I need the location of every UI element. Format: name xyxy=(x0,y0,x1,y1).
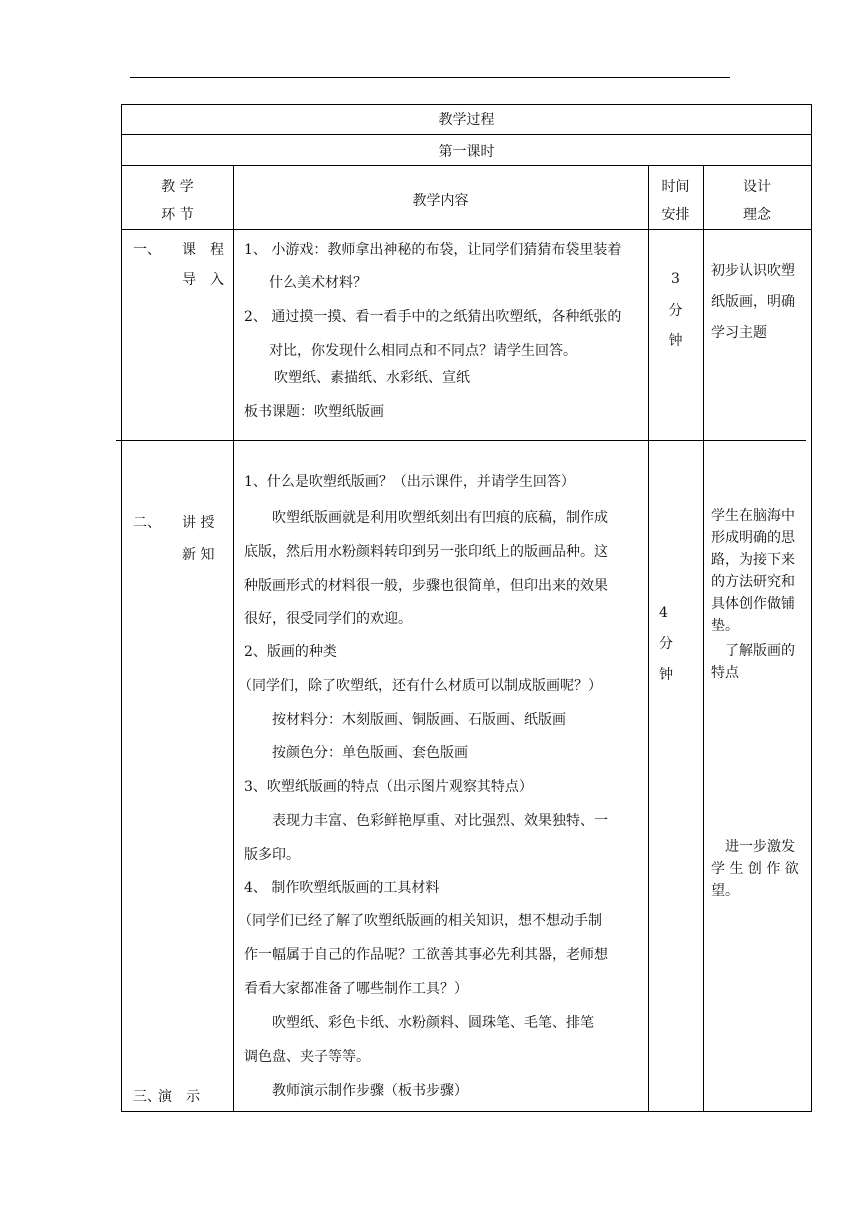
col-stage-label: 教 学 xyxy=(161,179,194,195)
table-rule xyxy=(122,165,811,166)
content-line: 1、什么是吹塑纸版画？（出示课件，并请学生回答） xyxy=(244,474,575,490)
time-value: 分 xyxy=(659,636,673,652)
stage-name: 演 示 xyxy=(158,1089,200,1105)
content-line: 按材料分：木刻版画、铜版画、石版画、纸版画 xyxy=(272,712,566,728)
page-break-rule xyxy=(116,440,806,441)
stage-name: 讲 授 xyxy=(182,515,215,531)
stage-number: 二、 xyxy=(133,515,161,531)
table-rule xyxy=(233,165,234,1111)
table-rule xyxy=(703,165,704,1111)
content-line: 吹塑纸版画就是利用吹塑纸刻出有凹痕的底稿，制作成 xyxy=(272,510,608,526)
content-line: 教师演示制作步骤（板书步骤） xyxy=(272,1083,468,1099)
content-line: 对比，你发现什么相同点和不同点？请学生回答。 xyxy=(269,343,577,359)
design-note: 学习主题 xyxy=(711,325,767,341)
stage-name: 导 入 xyxy=(182,272,224,288)
design-note: 望。 xyxy=(711,883,739,899)
design-note: 学生在脑海中 xyxy=(711,508,795,524)
col-time-label: 安排 xyxy=(661,207,690,223)
col-design-label: 设计 xyxy=(743,179,771,195)
content-line: 吹塑纸、彩色卡纸、水粉颜料、圆珠笔、毛笔、排笔 xyxy=(272,1015,594,1031)
table-rule xyxy=(122,229,811,230)
design-note: 的方法研究和 xyxy=(711,574,795,590)
col-time-label: 时间 xyxy=(661,179,690,195)
design-note: 具体创作做铺 xyxy=(711,596,795,612)
content-line: （同学们，除了吹塑纸，还有什么材质可以制成版画呢？） xyxy=(238,678,602,694)
design-note: 学 生 创 作 欲 xyxy=(711,861,799,877)
stage-name: 新 知 xyxy=(182,547,215,563)
header-rule xyxy=(130,77,730,78)
col-stage-label: 环 节 xyxy=(161,207,194,223)
content-line: 吹塑纸、素描纸、水彩纸、宣纸 xyxy=(274,370,470,386)
content-line: 种版画形式的材料很一般，步骤也很简单，但印出来的效果 xyxy=(244,578,608,594)
content-line: （同学们已经了解了吹塑纸版画的相关知识，想不想动手制 xyxy=(238,913,602,929)
design-note: 垫。 xyxy=(711,618,739,634)
content-line: 2、版画的种类 xyxy=(244,644,337,660)
stage-number: 三、 xyxy=(133,1089,161,1105)
content-line: 版多印。 xyxy=(244,847,300,863)
content-line: 板书课题：吹塑纸版画 xyxy=(244,404,384,420)
content-line: 3、吹塑纸版画的特点（出示图片观察其特点） xyxy=(244,779,533,795)
design-note: 特点 xyxy=(711,665,739,681)
time-value: 3 xyxy=(671,271,680,287)
time-value: 钟 xyxy=(659,667,673,683)
content-line: 4、 制作吹塑纸版画的工具材料 xyxy=(244,880,440,896)
design-note: 纸版画，明确 xyxy=(711,294,795,310)
lesson-table xyxy=(121,104,812,1112)
stage-name: 课 程 xyxy=(182,242,224,258)
content-line: 很好，很受同学们的欢迎。 xyxy=(244,611,412,627)
design-note: 进一步激发 xyxy=(725,839,795,855)
content-line: 底版，然后用水粉颜料转印到另一张印纸上的版画品种。这 xyxy=(244,544,608,560)
content-line: 看看大家都准备了哪些制作工具？） xyxy=(244,981,468,997)
time-value: 分 xyxy=(668,303,683,319)
col-content-label: 教学内容 xyxy=(412,193,469,209)
lesson-title: 第一课时 xyxy=(438,144,495,160)
design-note: 了解版画的 xyxy=(725,643,795,659)
content-line: 1、 小游戏：教师拿出神秘的布袋，让同学们猜猜布袋里装着 xyxy=(244,242,622,258)
content-line: 表现力丰富、色彩鲜艳厚重、对比强烈、效果独特、一 xyxy=(272,813,608,829)
content-line: 调色盘、夹子等等。 xyxy=(244,1049,370,1065)
content-line: 什么美术材料？ xyxy=(269,275,367,291)
content-line: 作一幅属于自己的作品呢？工欲善其事必先利其器，老师想 xyxy=(244,947,608,963)
design-note: 路，为接下来 xyxy=(711,552,795,568)
time-value: 钟 xyxy=(668,333,683,349)
col-design-label: 理念 xyxy=(743,207,771,223)
design-note: 初步认识吹塑 xyxy=(711,263,795,279)
table-rule xyxy=(122,134,811,135)
content-line: 2、 通过摸一摸、看一看手中的之纸猜出吹塑纸，各种纸张的 xyxy=(244,309,622,325)
section-title: 教学过程 xyxy=(438,112,495,128)
content-line: 按颜色分：单色版画、套色版画 xyxy=(272,745,468,761)
stage-number: 一、 xyxy=(133,242,161,258)
design-note: 形成明确的思 xyxy=(711,530,795,546)
time-value: 4 xyxy=(659,605,668,621)
